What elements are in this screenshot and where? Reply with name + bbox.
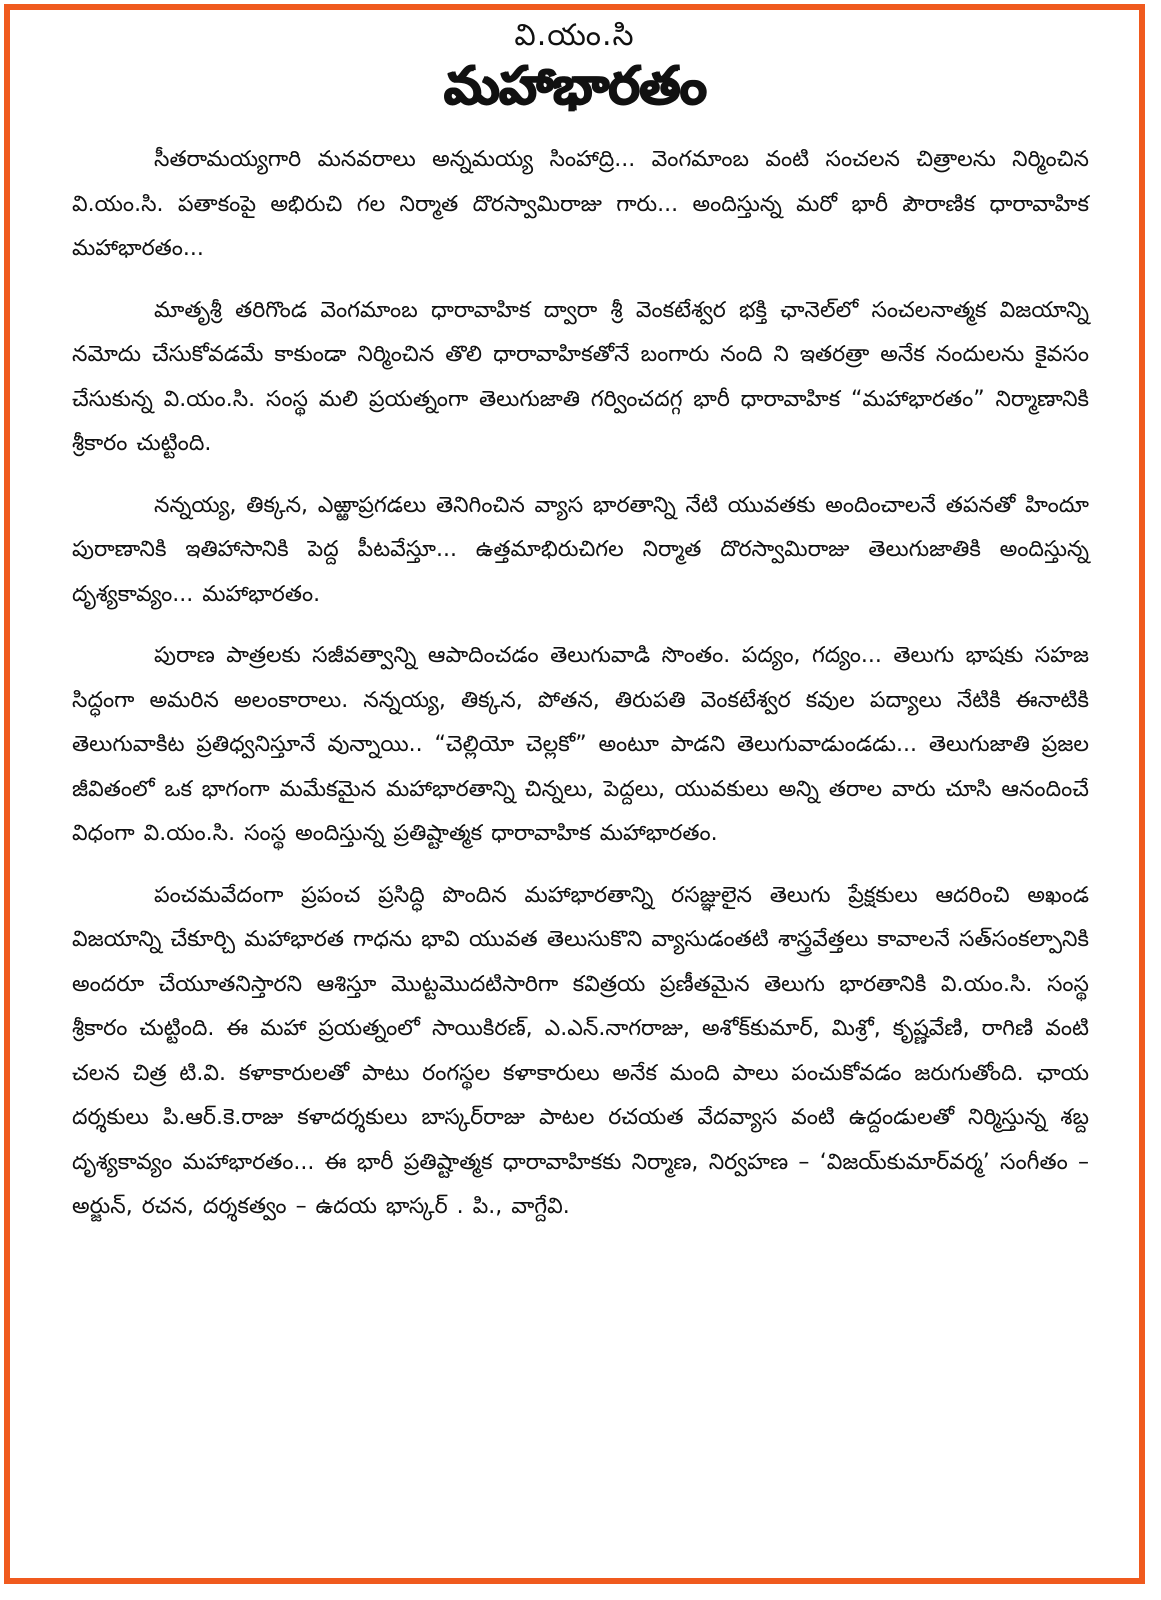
paragraph-kavitrayam: నన్నయ్య, తిక్కన, ఎఱ్ఱాప్రగడలు తెనిగించిన వ్యాస భారతాన్ని నేటి యువతకు అందించాలనే తపనతో హిందూ పురాణానికి ఇతిహాసానికి పెద్ద పీటవేస్తూ... ఉత్తమాభిరుచిగల నిర్మాత దొరస్వామిరాజు తెలుగుజాతికి అందిస్తున్న దృశ్యకావ్యం... మహాభారతం.: [72, 492, 1089, 607]
document-title: మహాభారతం: [443, 55, 706, 116]
document-header: [10, 14, 1139, 118]
paragraph-credits: పంచమవేదంగా ప్రపంచ ప్రసిద్ధి పొందిన మహాభారతాన్ని రసజ్ఞులైన తెలుగు ప్రేక్షకులు ఆదరించి అఖండ విజయాన్ని చేకూర్చి మహాభారత గాధను భావి యువత తెలుసుకొని వ్యాసుడంతటి శాస్త్రవేత్తలు కావాలనే సత్‌సంకల్పానికి అందరూ చేయూతనిస్తారని ఆశిస్తూ మొట్టమొదటిసారిగా కవిత్రయ ప్రణీతమైన తెలుగు భారతానికి వి.యం.సి. సంస్థ శ్రీకారం చుట్టింది. ఈ మహా ప్రయత్నంలో సాయికిరణ్, ఎ.ఎన్.నాగరాజు, అశోక్‌కుమార్, మిశ్రో, కృష్ణవేణి, రాగిణి వంటి చలన చిత్ర టి.వి. కళాకారులతో పాటు రంగస్థల కళాకారులు అనేక మంది పాలు పంచుకోవడం జరుగుతోంది. ఛాయ దర్శకులు పి.ఆర్.కె.రాజు కళాదర్శకులు బాస్కర్‌రాజు పాటల రచయత వేదవ్యాస వంటి ఉద్దండులతో నిర్మిస్తున్న శబ్ద దృశ్యకావ్యం మహాభారతం... ఈ భారీ ప్రతిష్టాత్మక ధారావాహికకు నిర్మాణ, నిర్వహణ – ‘విజయ్‌కుమార్‌వర్మ’ సంగీతం – అర్జున్, రచన, దర్శకత్వం – ఉదయ భాస్కర్ . పి., వాగ్దేవి.: [72, 882, 1089, 1219]
paragraph-intro: సీతరామయ్యగారి మనవరాలు అన్నమయ్య సింహాద్రి... వెంగమాంబ వంటి సంచలన చిత్రాలను నిర్మించిన వి.యం.సి. పతాకంపై అభిరుచి గల నిర్మాత దొరస్వామిరాజు గారు... అందిస్తున్న మరో భారీ పౌరాణిక ధారావాహిక మహాభారతం...: [72, 147, 1089, 261]
page-border: [4, 4, 1145, 1584]
paragraph-padyam: పురాణ పాత్రలకు సజీవత్వాన్ని ఆపాదించడం తెలుగువాడి సొంతం. పద్యం, గద్యం... తెలుగు భాషకు సహజ సిద్ధంగా అమరిన అలంకారాలు. నన్నయ్య, తిక్కన, పోతన, తిరుపతి వెంకటేశ్వర కవుల పద్యాలు నేటికి ఈనాటికి తెలుగువాకిట ప్రతిధ్వనిస్తూనే వున్నాయి.. “చెల్లియో చెల్లకో” అంటూ పాడని తెలుగువాడుండడు... తెలుగుజాతి ప్రజల జీవితంలో ఒక భాగంగా మమేకమైన మహాభారతాన్ని చిన్నలు, పెద్దలు, యువకులు అన్ని తరాల వారు చూసి ఆనందించే విధంగా వి.యం.సి. సంస్థ అందిస్తున్న ప్రతిష్టాత్మక ధారావాహిక మహాభారతం.: [72, 643, 1089, 846]
paragraph-vengamamba: మాతృశ్రీ తరిగొండ వెంగమాంబ ధారావాహిక ద్వారా శ్రీ వెంకటేశ్వర భక్తి ఛానెల్‌లో సంచలనాత్మక విజయాన్ని నమోదు చేసుకోవడమే కాకుండా నిర్మించిన తొలి ధారావాహికతోనే బంగారు నంది ని ఇతరత్రా అనేక నందులను కైవసం చేసుకున్న వి.యం.సి. సంస్థ మలి ప్రయత్నంగా తెలుగుజాతి గర్వించదగ్గ భారీ ధారావాహిక “మహాభారతం” నిర్మాణానికి శ్రీకారం చుట్టింది.: [72, 297, 1089, 456]
document-body: [72, 138, 1089, 1247]
brand-name: వి.యం.సి: [514, 18, 635, 53]
